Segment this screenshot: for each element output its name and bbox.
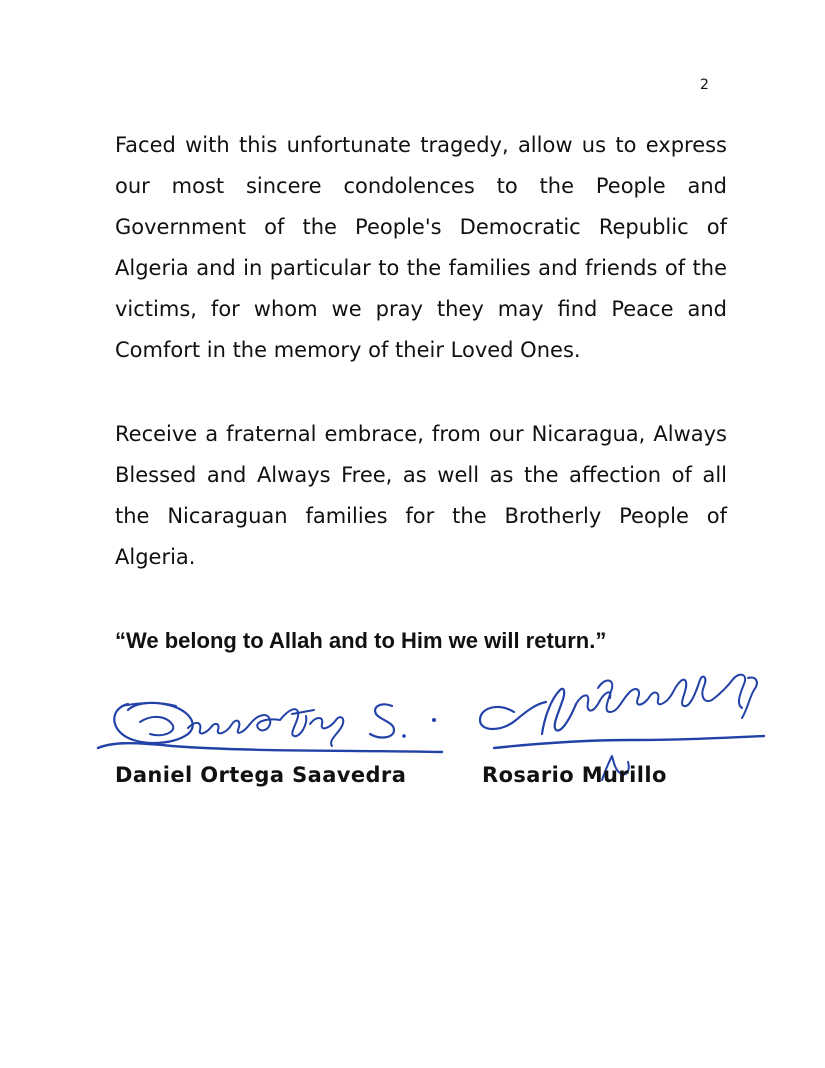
page-number: 2	[700, 77, 709, 93]
ortega-signature-image	[92, 684, 452, 764]
signer-name-murillo: Rosario Murillo	[482, 763, 667, 787]
signer-name-ortega: Daniel Ortega Saavedra	[115, 763, 407, 787]
closing-quote: “We belong to Allah and to Him we will return.”	[115, 628, 607, 653]
condolence-paragraph: Faced with this unfortunate tragedy, allow us to express our most sincere condolences to the People and Government of the People's Democratic Republic of Algeria and in particular to the families and friends of the victims, for whom we pray they may find Peace and Comfort in the memory of their Loved Ones.	[115, 133, 727, 362]
embrace-paragraph: Receive a fraternal embrace, from our Nicaragua, Always Blessed and Always Free, as well as the affection of all the Nicaraguan families for the Brotherly People of Algeria.	[115, 422, 727, 569]
